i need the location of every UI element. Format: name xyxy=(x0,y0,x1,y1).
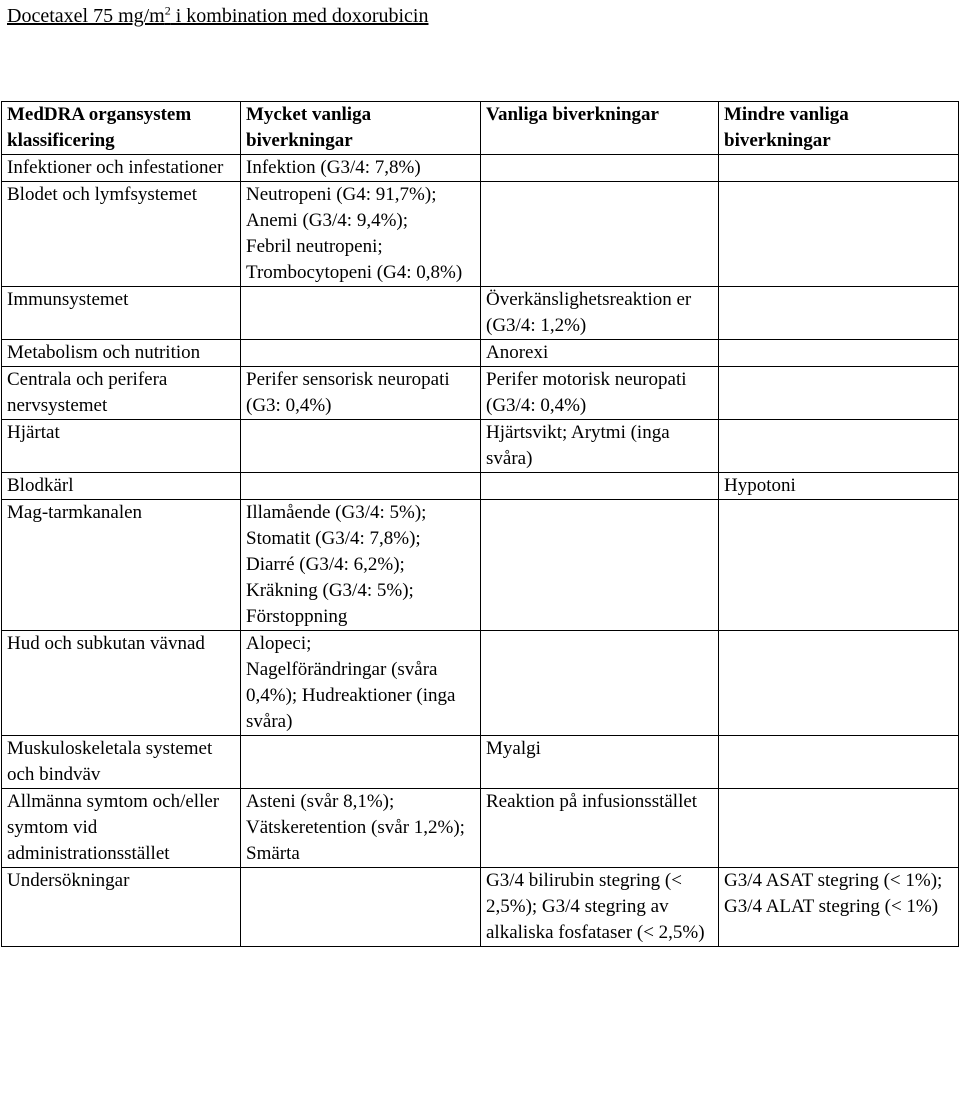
very-common-cell xyxy=(241,182,481,287)
cell-entry: Infektion (G3/4: 7,8%) xyxy=(246,157,421,178)
table-row xyxy=(2,473,959,500)
common-cell xyxy=(481,500,719,631)
uncommon-cell xyxy=(719,473,959,500)
uncommon-cell xyxy=(719,367,959,420)
common-cell xyxy=(481,367,719,420)
very-common-cell xyxy=(241,473,481,500)
very-common-cell xyxy=(241,868,481,947)
common-cell xyxy=(481,182,719,287)
table-body xyxy=(2,155,959,947)
uncommon-cell xyxy=(719,287,959,340)
organ-class-cell xyxy=(2,367,241,420)
header-uncommon: Mindre vanliga biverkningar xyxy=(719,102,959,155)
uncommon-cell xyxy=(719,420,959,473)
common-cell xyxy=(481,473,719,500)
header-organ-class: MedDRA organsystem klassificering xyxy=(2,102,241,155)
uncommon-cell xyxy=(719,340,959,367)
cell-entry: Perifer motorisk neuropati (G3/4: 0,4%) xyxy=(486,369,687,416)
cell-entry: Trombocytopeni (G4: 0,8%) xyxy=(246,262,463,283)
title-superscript: 2 xyxy=(164,3,171,18)
adverse-reactions-table xyxy=(1,101,959,947)
cell-entry: Alopeci; xyxy=(246,633,312,654)
header-very-common: Mycket vanliga biverkningar xyxy=(241,102,481,155)
common-cell xyxy=(481,631,719,736)
table-row xyxy=(2,287,959,340)
cell-entry: Förstoppning xyxy=(246,606,348,627)
organ-class-cell xyxy=(2,155,241,182)
common-cell xyxy=(481,420,719,473)
very-common-cell xyxy=(241,736,481,789)
organ-class-cell xyxy=(2,736,241,789)
organ-class-cell xyxy=(2,340,241,367)
cell-entry: G3/4 bilirubin stegring (< 2,5%); G3/4 stegring av alkaliska fosfataser (< 2,5%) xyxy=(486,870,705,943)
cell-entry: Illamående (G3/4: 5%); xyxy=(246,502,427,523)
organ-class-label: Metabolism och nutrition xyxy=(7,342,201,363)
cell-entry: Vätskeretention (svår 1,2%); Smärta xyxy=(246,817,465,864)
table-row xyxy=(2,155,959,182)
page-title xyxy=(7,3,428,29)
common-cell xyxy=(481,868,719,947)
table-row xyxy=(2,420,959,473)
organ-class-label: Hjärtat xyxy=(7,422,60,443)
common-cell xyxy=(481,155,719,182)
cell-entry: Asteni (svår 8,1%); xyxy=(246,791,395,812)
cell-entry: Stomatit (G3/4: 7,8%); xyxy=(246,528,421,549)
organ-class-cell xyxy=(2,420,241,473)
common-cell xyxy=(481,340,719,367)
cell-entry: Anemi (G3/4: 9,4%); xyxy=(246,210,409,231)
cell-entry: Myalgi xyxy=(486,738,541,759)
table-row xyxy=(2,340,959,367)
uncommon-cell xyxy=(719,182,959,287)
organ-class-cell xyxy=(2,182,241,287)
cell-entry: Kräkning (G3/4: 5%); xyxy=(246,580,414,601)
cell-entry: Hjärtsvikt; Arytmi (inga svåra) xyxy=(486,422,670,469)
cell-entry: Reaktion på infusionsstället xyxy=(486,791,698,812)
organ-class-cell xyxy=(2,287,241,340)
table-row xyxy=(2,500,959,631)
cell-entry: Febril neutropeni; xyxy=(246,236,383,257)
title-prefix: Docetaxel 75 mg/m xyxy=(7,5,165,27)
cell-entry: Hypotoni xyxy=(724,475,796,496)
very-common-cell xyxy=(241,340,481,367)
very-common-cell xyxy=(241,500,481,631)
organ-class-label: Centrala och perifera nervsystemet xyxy=(7,369,168,416)
cell-entry: G3/4 ASAT stegring (< 1%); xyxy=(724,870,943,891)
very-common-cell xyxy=(241,420,481,473)
title-suffix: i kombination med doxorubicin xyxy=(170,5,429,27)
organ-class-label: Blodkärl xyxy=(7,475,74,496)
organ-class-label: Allmänna symtom och/eller symtom vid administrationsstället xyxy=(7,791,220,864)
organ-class-label: Muskuloskeletala systemet och bindväv xyxy=(7,738,213,785)
cell-entry: Överkänslighetsreaktion er (G3/4: 1,2%) xyxy=(486,289,692,336)
organ-class-label: Infektioner och infestationer xyxy=(7,157,224,178)
cell-entry: G3/4 ALAT stegring (< 1%) xyxy=(724,896,939,917)
cell-entry: Anorexi xyxy=(486,342,549,363)
organ-class-cell xyxy=(2,500,241,631)
cell-entry: Perifer sensorisk neuropati (G3: 0,4%) xyxy=(246,369,450,416)
uncommon-cell xyxy=(719,500,959,631)
organ-class-cell xyxy=(2,473,241,500)
very-common-cell xyxy=(241,367,481,420)
table-row xyxy=(2,868,959,947)
very-common-cell xyxy=(241,631,481,736)
very-common-cell xyxy=(241,155,481,182)
table-row xyxy=(2,631,959,736)
table-row xyxy=(2,182,959,287)
common-cell xyxy=(481,736,719,789)
organ-class-label: Blodet och lymfsystemet xyxy=(7,184,197,205)
common-cell xyxy=(481,287,719,340)
table-header-row xyxy=(2,102,959,155)
organ-class-label: Immunsystemet xyxy=(7,289,129,310)
organ-class-label: Hud och subkutan vävnad xyxy=(7,633,205,654)
organ-class-label: Undersökningar xyxy=(7,870,130,891)
header-common: Vanliga biverkningar xyxy=(481,102,719,155)
very-common-cell xyxy=(241,789,481,868)
organ-class-label: Mag-tarmkanalen xyxy=(7,502,143,523)
table-row xyxy=(2,736,959,789)
common-cell xyxy=(481,789,719,868)
cell-entry: Neutropeni (G4: 91,7%); xyxy=(246,184,437,205)
organ-class-cell xyxy=(2,631,241,736)
very-common-cell xyxy=(241,287,481,340)
table-row xyxy=(2,367,959,420)
uncommon-cell xyxy=(719,631,959,736)
cell-entry: Nagelförändringar (svåra 0,4%); Hudreaktioner (inga svåra) xyxy=(246,659,456,732)
uncommon-cell xyxy=(719,155,959,182)
organ-class-cell xyxy=(2,789,241,868)
uncommon-cell xyxy=(719,868,959,947)
uncommon-cell xyxy=(719,736,959,789)
uncommon-cell xyxy=(719,789,959,868)
table-row xyxy=(2,789,959,868)
cell-entry: Diarré (G3/4: 6,2%); xyxy=(246,554,405,575)
organ-class-cell xyxy=(2,868,241,947)
